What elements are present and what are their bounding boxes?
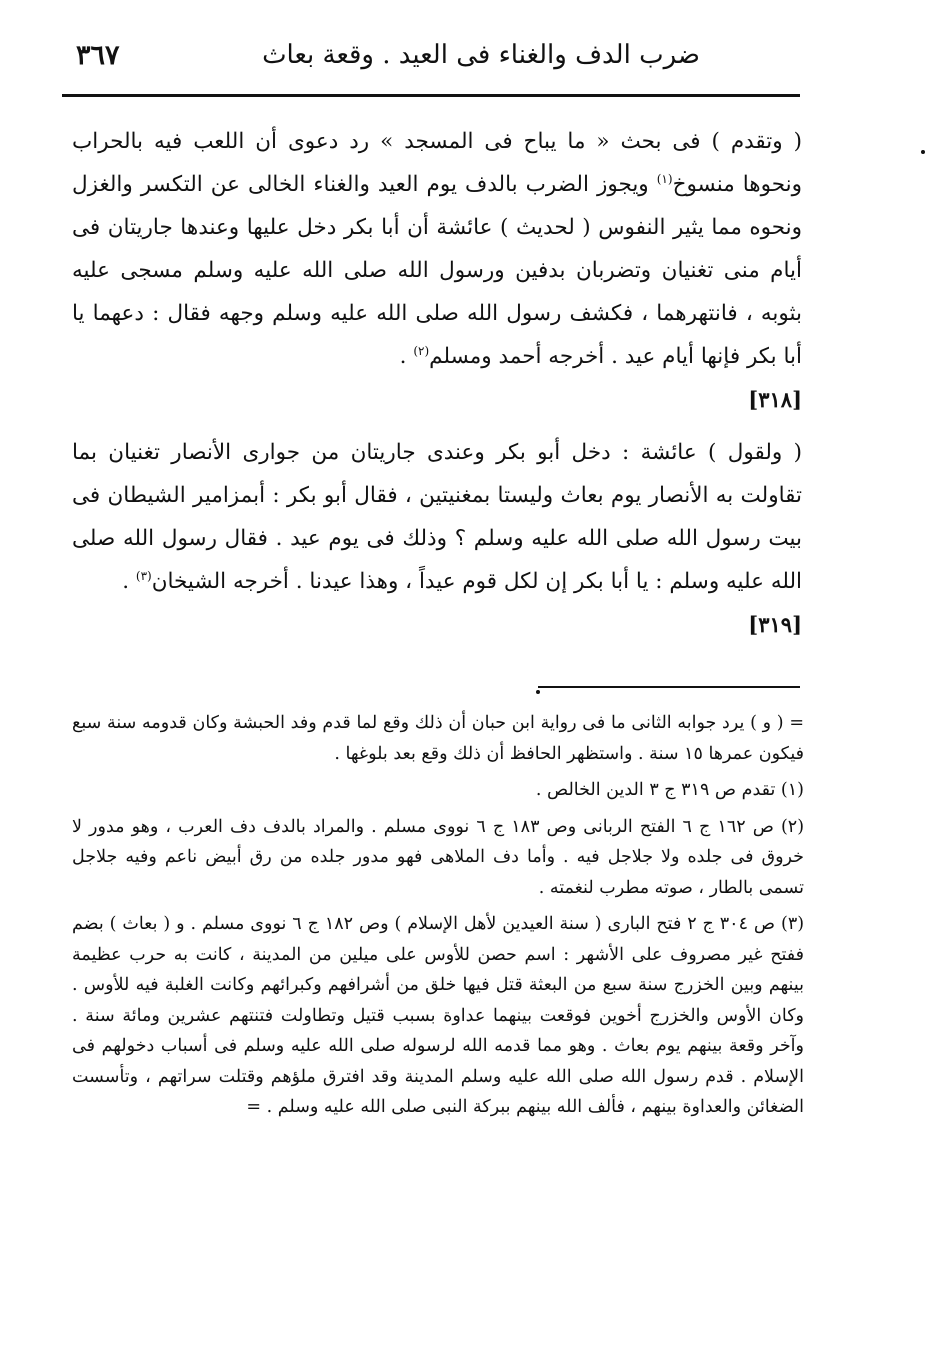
main-text xyxy=(72,120,802,646)
footnote-separator xyxy=(538,686,800,688)
paragraph-1-text-b: ويجوز الضرب بالدف يوم العيد والغناء الخالى عن التكسر والغزل ونحوه مما يثير النفوس ( لحديث ) عائشة أن أبا بكر دخل عليها وعندها جاريتان فى أيام منى تغنيان وتضربان بدفين ورسول الله صلى الله عليه وسلم مسجى عليه بثوبه ، فانتهرهما ، فكشف رسول الله صلى الله عليه وسلم وجهه فقال : دعهما يا أبا بكر فإنها أيام عيد . أخرجه أحمد ومسلم xyxy=(72,172,802,369)
footnote-continuation: = ( و ) يرد جوابه الثانى ما فى رواية ابن حبان أن ذلك وقع لما قدم وفد الحبشة وكان قدومه سنة سبع فيكون عمرها ١٥ سنة . واستظهر الحافظ أن ذلك وقع بعد بلوغها . xyxy=(72,713,804,764)
footnote-1: (١) تقدم ص ٣١٩ ج ٣ الدين الخالص . xyxy=(535,780,804,800)
paragraph-2-text: ( ولقول ) عائشة : دخل أبو بكر وعندى جاريتان من جوارى الأنصار تغنيان بما تقاولت به الأنصار يوم بعاث وليستا بمغنيتين ، فقال أبو بكر : أبمزامير الشيطان فى بيت رسول الله صلى الله عليه وسلم ؟ وذلك فى يوم عيد . فقال رسول الله صلى الله عليه وسلم : يا أبا بكر إن لكل قوم عيداً ، وهذا عيدنا . أخرجه الشيخان xyxy=(72,440,802,594)
paragraph-1-text-a: ( وتقدم ) فى بحث « ما يباح فى المسجد » رد دعوى أن اللعب فيه بالحراب ونحوها منسوخ xyxy=(72,129,802,197)
hadith-number-318-text: [٣١٨] xyxy=(748,387,802,412)
hadith-number-318 xyxy=(72,378,802,421)
paragraph-2 xyxy=(72,431,802,603)
paragraph-2-text-end: . xyxy=(122,569,136,594)
footnote-marker-3[interactable]: (٣) xyxy=(135,568,152,583)
header-rule xyxy=(62,94,800,97)
hadith-number-319-text: [٣١٩] xyxy=(748,612,802,637)
footnotes xyxy=(72,708,804,1129)
footnote-marker-2[interactable]: (٢) xyxy=(413,343,430,358)
paragraph-1 xyxy=(72,120,802,378)
footnote-marker-1[interactable]: (١) xyxy=(656,171,673,186)
footnote-3: (٣) ص ٣٠٤ ج ٢ فتح البارى ( سنة العيدين لأهل الإسلام ) وص ١٨٢ ج ٦ نووى مسلم . و ( بعاث ) بضم ففتح غير مصروف على الأشهر : اسم حصن للأوس على ميلين من المدينة ، كانت به حرب عظيمة بينهم وبين الخزرج سنة سبع من البعثة قتل فيها خلق من أشرافهم وكبرائهم وكانت الغلبة فيه للأوس . وكان الأوس والخزرج أخوين فوقعت بينهما عداوة بسبب قتيل وتطاولت فتنتهم عشرين ومائة سنة . وآخر وقعة بينهم يوم بعاث . وهو مما قدمه الله لرسوله صلى الله عليه وسلم فى أسباب دخولهم فى الإسلام . قدم رسول الله صلى الله عليه وسلم المدينة وقد افترق ملؤهم وقتلت سراتهم ، وتأسست الضغائن والعداوة بينهم ، فألف الله بينهم ببركة النبى صلى الله عليه وسلم . = xyxy=(72,914,805,1117)
margin-mark xyxy=(921,150,925,154)
paragraph-1-text-end: . xyxy=(399,344,414,369)
hadith-number-319 xyxy=(72,603,802,646)
running-title: ضرب الدف والغناء فى العيد . وقعة بعاث xyxy=(262,40,700,70)
footnote-2: (٢) ص ١٦٢ ج ٦ الفتح الربانى وص ١٨٣ ج ٦ نووى مسلم . والمراد بالدف دف العرب ، وهو مدور لا خروق فى جلده ولا جلاجل فيه . وأما دف الملاهى فهو مدور جلده من رق أبيض ناعم وفيه جلاجل تسمى بالطار ، صوته مطرب لنغمته . xyxy=(72,816,805,898)
page-header xyxy=(62,40,800,90)
separator-dot xyxy=(536,690,540,694)
page-number: ٣٦٧ xyxy=(76,40,120,71)
